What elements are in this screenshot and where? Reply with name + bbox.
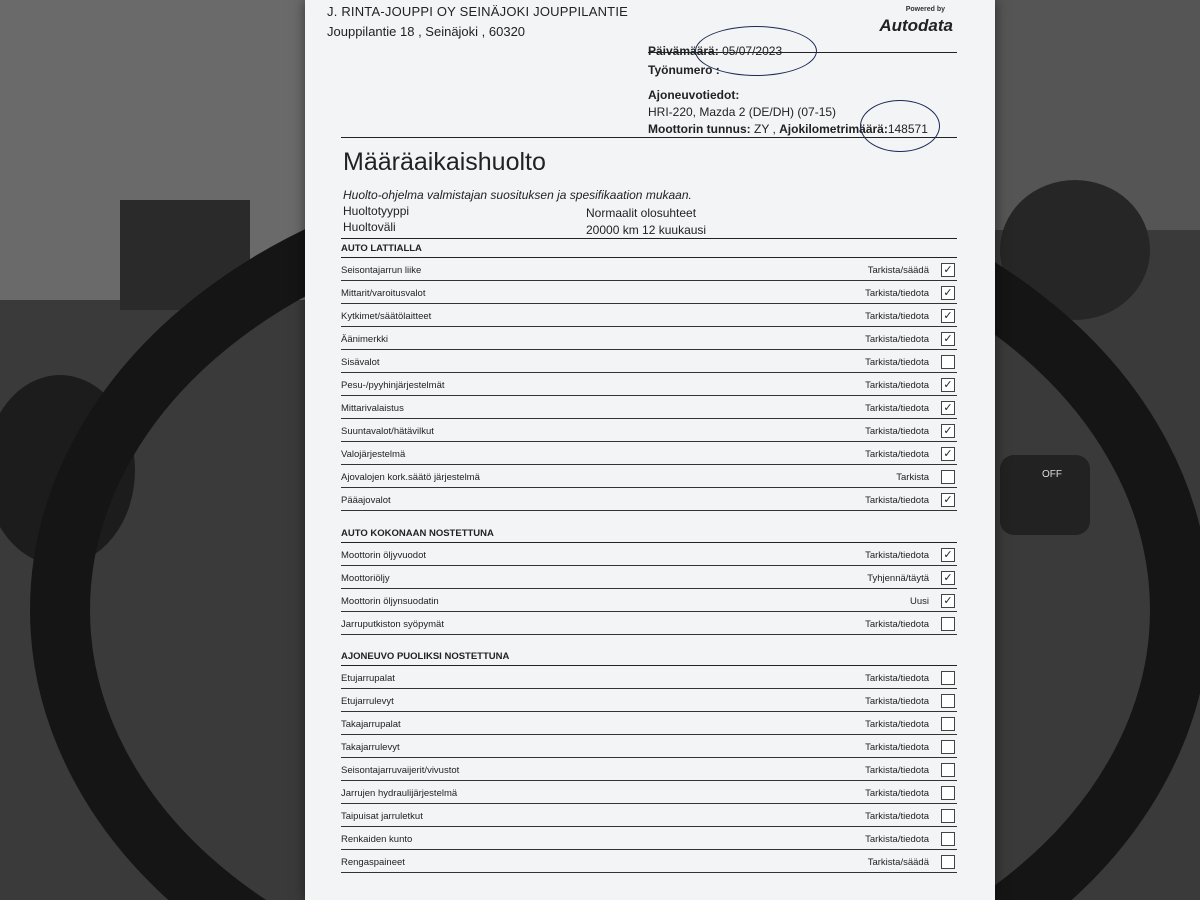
item-action: Tarkista/säädä [867, 857, 929, 868]
section-heading: AUTO KOKONAAN NOSTETTUNA [341, 528, 494, 539]
checklist-row [341, 734, 957, 758]
checklist-row [341, 303, 957, 327]
item-action: Tarkista/tiedota [865, 550, 929, 561]
item-label: Moottorin öljynsuodatin [341, 596, 439, 607]
pen-circle-km [860, 100, 940, 152]
item-label: Jarrujen hydraulijärjestelmä [341, 788, 458, 799]
item-action: Tarkista/tiedota [865, 811, 929, 822]
item-label: Sisävalot [341, 357, 380, 368]
vehicle-label: Ajoneuvotiedot: [648, 88, 740, 102]
item-action: Uusi [909, 596, 929, 607]
checklist-row [341, 542, 957, 566]
stalk-label: OFF [1042, 469, 1062, 480]
checked-checkbox[interactable]: ✓ [941, 424, 955, 438]
autodata-logo: Autodata [879, 16, 953, 35]
item-action: Tarkista/tiedota [865, 380, 929, 391]
item-label: Seisontajarruvaijerit/vivustot [341, 765, 460, 776]
item-action: Tarkista/säädä [867, 265, 929, 276]
interval-value: 20000 km 12 kuukausi [586, 223, 707, 237]
empty-checkbox[interactable] [941, 763, 955, 777]
item-label: Rengaspaineet [341, 857, 405, 868]
section-heading: AUTO LATTIALLA [341, 243, 422, 254]
checklist-row [341, 711, 957, 735]
vehicle-value: HRI-220, Mazda 2 (DE/DH) (07-15) [648, 105, 837, 119]
item-action: Tarkista/tiedota [865, 742, 929, 753]
empty-checkbox[interactable] [941, 809, 955, 823]
item-action: Tarkista/tiedota [865, 288, 929, 299]
checklist-row [341, 826, 957, 850]
empty-checkbox[interactable] [941, 717, 955, 731]
empty-checkbox[interactable] [941, 355, 955, 369]
checklist-row [341, 349, 957, 373]
checked-checkbox[interactable]: ✓ [941, 286, 955, 300]
checklist-row [341, 487, 957, 511]
item-action: Tarkista/tiedota [865, 495, 929, 506]
item-label: Jarruputkiston syöpymät [341, 619, 444, 630]
item-label: Takajarrulevyt [341, 742, 400, 753]
empty-checkbox[interactable] [941, 617, 955, 631]
empty-checkbox[interactable] [941, 740, 955, 754]
empty-checkbox[interactable] [941, 470, 955, 484]
item-action: Tarkista/tiedota [865, 403, 929, 414]
pen-circle-date [695, 26, 817, 76]
company-address: Jouppilantie 18 , Seinäjoki , 60320 [327, 24, 526, 39]
item-label: Seisontajarrun liike [341, 265, 422, 276]
empty-checkbox[interactable] [941, 786, 955, 800]
item-label: Mittarit/varoitusvalot [341, 288, 426, 299]
item-action: Tarkista/tiedota [865, 696, 929, 707]
interval-label: Huoltoväli [343, 220, 396, 234]
page-title: Määräaikaishuolto [343, 148, 546, 176]
checked-checkbox[interactable]: ✓ [941, 263, 955, 277]
item-label: Moottorin öljyvuodot [341, 550, 427, 561]
checklist-row [341, 418, 957, 442]
checklist-row [341, 611, 957, 635]
checklist-row [341, 464, 957, 488]
checklist-row [341, 803, 957, 827]
checklist-row [341, 688, 957, 712]
empty-checkbox[interactable] [941, 832, 955, 846]
service-type-value: Normaalit olosuhteet [586, 206, 697, 220]
checklist-row [341, 326, 957, 350]
item-action: Tarkista/tiedota [865, 673, 929, 684]
date-line: Päivämäärä: 05/07/2023 [648, 44, 783, 58]
item-action: Tarkista/tiedota [865, 719, 929, 730]
empty-checkbox[interactable] [941, 855, 955, 869]
item-action: Tarkista/tiedota [865, 357, 929, 368]
item-action: Tarkista/tiedota [865, 834, 929, 845]
job-number: Työnumero : [648, 63, 720, 77]
item-action: Tarkista/tiedota [865, 311, 929, 322]
section-heading: AJONEUVO PUOLIKSI NOSTETTUNA [341, 651, 510, 662]
item-action: Tarkista/tiedota [865, 426, 929, 437]
empty-checkbox[interactable] [941, 671, 955, 685]
item-label: Etujarrulevyt [341, 696, 394, 707]
checked-checkbox[interactable]: ✓ [941, 378, 955, 392]
item-action: Tarkista/tiedota [865, 334, 929, 345]
item-label: Renkaiden kunto [341, 834, 413, 845]
checked-checkbox[interactable]: ✓ [941, 493, 955, 507]
item-action: Tarkista [896, 472, 929, 483]
checklist-row [341, 780, 957, 804]
item-label: Takajarrupalat [341, 719, 401, 730]
date-value: 05/07/2023 [722, 44, 783, 58]
checklist-row [341, 565, 957, 589]
item-label: Ajovalojen kork.säätö järjestelmä [341, 472, 480, 483]
checked-checkbox[interactable]: ✓ [941, 401, 955, 415]
checked-checkbox[interactable]: ✓ [941, 332, 955, 346]
wiper-stalk [1000, 455, 1090, 535]
item-label: Äänimerkki [341, 334, 388, 345]
service-checklist-document [305, 0, 995, 900]
item-action: Tarkista/tiedota [865, 765, 929, 776]
item-action: Tyhjennä/täytä [867, 573, 929, 584]
powered-by: Powered by [905, 6, 945, 13]
empty-checkbox[interactable] [941, 694, 955, 708]
checked-checkbox[interactable]: ✓ [941, 548, 955, 562]
checklist-row [341, 372, 957, 396]
item-label: Kytkimet/säätölaitteet [341, 311, 432, 322]
checked-checkbox[interactable]: ✓ [941, 447, 955, 461]
item-action: Tarkista/tiedota [865, 788, 929, 799]
item-label: Taipuisat jarruletkut [341, 811, 423, 822]
checklist-row [341, 257, 957, 281]
checklist-row [341, 280, 957, 304]
item-action: Tarkista/tiedota [865, 449, 929, 460]
item-action: Tarkista/tiedota [865, 619, 929, 630]
item-label: Pesu-/pyyhinjärjestelmät [341, 380, 445, 391]
item-label: Valojärjestelmä [341, 449, 406, 460]
item-label: Pääajovalot [341, 495, 391, 506]
checked-checkbox[interactable]: ✓ [941, 594, 955, 608]
checked-checkbox[interactable]: ✓ [941, 571, 955, 585]
item-label: Mittarivalaistus [341, 403, 404, 414]
intro-text: Huolto-ohjelma valmistajan suosituksen ja spesifikaation mukaan. [343, 188, 692, 202]
checklist-row [341, 757, 957, 781]
item-label: Moottoriöljy [341, 573, 390, 584]
checklist-row [341, 849, 957, 873]
company-name: J. RINTA-JOUPPI OY SEINÄJOKI JOUPPILANTIE [327, 4, 628, 19]
item-label: Etujarrupalat [341, 673, 395, 684]
checklist-row [341, 665, 957, 689]
checklist-row [341, 441, 957, 465]
service-type-label: Huoltotyyppi [343, 204, 410, 218]
item-label: Suuntavalot/hätävilkut [341, 426, 434, 437]
engine-line: Moottorin tunnus: ZY , Ajokilometrimäärä:148571 [648, 122, 928, 136]
checklist-row [341, 588, 957, 612]
checked-checkbox[interactable]: ✓ [941, 309, 955, 323]
km-value: 148571 [887, 122, 928, 136]
checklist-row [341, 395, 957, 419]
